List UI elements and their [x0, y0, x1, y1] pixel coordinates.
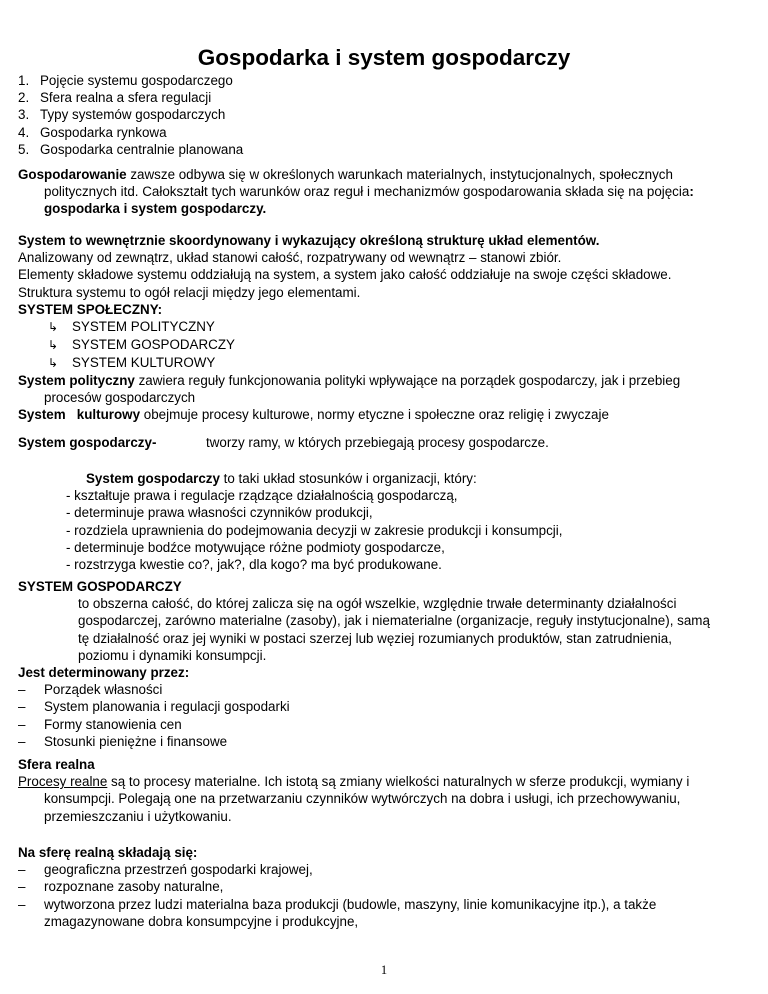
paragraph-gospodarowanie	[18, 166, 728, 218]
real-sphere-components	[18, 844, 728, 930]
determined-label: System planowania i regulacji gospodarki	[44, 699, 290, 715]
economic-item: - determinuje prawa własności czynników produkcji,	[66, 505, 373, 521]
component-item	[18, 896, 728, 930]
component-label: rozpoznane zasoby naturalne,	[44, 879, 224, 895]
political-cultural-block	[18, 372, 728, 424]
determined-label: Porządek własności	[44, 682, 163, 698]
toc-label: Gospodarka centralnie planowana	[40, 141, 244, 157]
paragraph-text: są to procesy materialne. Ich istotą są zmiany wielkości naturalnych w sferze produkcji, wymiany i konsumpcji. Polegają one na przetwarzaniu czynników wytwórczych na dobra i usługi, ich przechowywaniu, przemieszczaniu i użytkowaniu.	[44, 774, 690, 824]
toc-label: Gospodarka rynkowa	[40, 124, 167, 140]
arrow-icon: ↳	[48, 320, 59, 335]
section-heading: Sfera realna	[18, 757, 95, 772]
term-political: System polityczny	[18, 373, 135, 388]
social-item	[18, 336, 728, 354]
social-item-label: SYSTEM POLITYCZNY	[72, 319, 215, 335]
cultural-system-paragraph	[18, 406, 728, 423]
arrow-icon: ↳	[48, 338, 59, 353]
determined-label: Formy stanowienia cen	[44, 716, 182, 732]
dash-bullet: –	[18, 699, 26, 715]
section-text: to obszerna całość, do której zalicza się na ogół wszelkie, względnie trwałe determinanty działalności gospodarczej, zarówno materialne (zasoby), jak i niematerialne (organizacje, reguły instytucjonalne), samą tę działalność oraz jej wyniki w postaci szerzej lub węziej rozumianych produktów, stan zatrudnienia, poziomu i dynamiki konsumpcji.	[78, 596, 710, 663]
determined-heading: Jest determinowany przez:	[18, 665, 190, 681]
term-economic: System gospodarczy	[86, 471, 220, 486]
toc-label: Sfera realna a sfera regulacji	[40, 90, 212, 106]
determined-label: Stosunki pieniężne i finansowe	[44, 733, 228, 749]
toc-item	[18, 124, 728, 141]
page-number: 1	[380, 963, 388, 977]
social-item	[18, 318, 728, 336]
toc-number: 4.	[18, 124, 30, 140]
real-sphere-section	[18, 756, 728, 825]
economic-item: - rozdziela uprawnienia do podejmowania decyzji w zakresie produkcji i konsumpcji,	[66, 522, 563, 538]
determined-item	[18, 733, 728, 750]
definition-line: Analizowany od zewnątrz, układ stanowi całość, rozpatrywany od wewnątrz – stanowi zbiór.	[18, 250, 562, 266]
term-real-processes: Procesy realne	[18, 774, 108, 790]
determined-item	[18, 716, 728, 733]
paragraph-text: tworzy ramy, w których przebiegają procesy gospodarcze.	[206, 435, 549, 450]
toc-item	[18, 106, 728, 123]
paragraph-text: zawiera reguły funkcjonowania polityki wpływające na porządek gospodarczy, jak i przebieg procesów gospodarczych	[44, 373, 681, 406]
dash-bullet: –	[18, 896, 26, 912]
toc-item	[18, 141, 728, 158]
social-item-label: SYSTEM KULTUROWY	[72, 355, 216, 371]
arrow-icon: ↳	[48, 356, 59, 371]
dash-bullet: –	[18, 733, 26, 749]
component-item	[18, 861, 728, 878]
component-item	[18, 878, 728, 895]
social-item-label: SYSTEM GOSPODARCZY	[72, 337, 235, 353]
economic-system-short	[18, 434, 728, 451]
paragraph-text: obejmuje procesy kulturowe, normy etyczne i społeczne oraz religię i zwyczaje	[140, 407, 609, 423]
determined-item	[18, 698, 728, 715]
section-heading: SYSTEM GOSPODARCZY	[18, 579, 182, 594]
toc-list	[18, 72, 728, 158]
economic-system-long	[66, 470, 728, 573]
economic-item: - rozstrzyga kwestie co?, jak?, dla kogo? ma być produkowane.	[66, 557, 442, 573]
economic-item: - determinuje bodźce motywujące różne podmioty gospodarcze,	[66, 539, 445, 555]
definition-line: Elementy składowe systemu oddziałują na system, a system jako całość oddziałuje na swoje części składowe.	[18, 267, 672, 283]
system-definition	[18, 232, 728, 373]
economic-system-section	[18, 578, 728, 750]
determined-item	[18, 681, 728, 698]
toc-number: 3.	[18, 107, 30, 123]
dash-bullet: –	[18, 879, 26, 895]
toc-number: 5.	[18, 141, 30, 157]
economic-item: - kształtuje prawa i regulacje rządzące działalnością gospodarczą,	[66, 488, 458, 504]
toc-number: 2.	[18, 90, 30, 106]
toc-label: Typy systemów gospodarczych	[40, 107, 226, 123]
dash-bullet: –	[18, 862, 26, 878]
term-economic: System gospodarczy-	[18, 435, 157, 450]
toc-label: Pojęcie systemu gospodarczego	[40, 73, 233, 88]
component-label: wytworzona przez ludzi materialna baza produkcji (budowle, maszyny, linie komunikacyjne itp.), a także zmagazynowane dobra konsumpcyjne i produkcyjne,	[44, 896, 657, 929]
dash-bullet: –	[18, 682, 26, 698]
economic-system-intro	[66, 470, 728, 487]
document-title: Gospodarka i system gospodarczy	[197, 45, 571, 70]
paragraph-text: to taki układ stosunków i organizacji, który:	[219, 471, 477, 486]
term-gospodarowanie: Gospodarowanie	[18, 167, 127, 182]
toc-item	[18, 89, 728, 106]
term-cultural: System kulturowy	[18, 407, 141, 423]
component-label: geograficzna przestrzeń gospodarki krajowej,	[44, 862, 313, 878]
social-item	[18, 354, 728, 372]
real-processes-paragraph	[18, 773, 728, 825]
toc-item	[18, 72, 728, 89]
political-system-paragraph	[18, 372, 728, 406]
social-system-heading: SYSTEM SPOŁECZNY:	[18, 301, 163, 317]
toc-number: 1.	[18, 73, 30, 88]
system-definition-heading: System to wewnętrznie skoordynowany i wykazujący określoną strukturę układ elementów.	[18, 233, 600, 248]
dash-bullet: –	[18, 716, 26, 732]
definition-line: Struktura systemu to ogół relacji między jego elementami.	[18, 284, 361, 300]
components-heading: Na sferę realną składają się:	[18, 845, 198, 860]
term-gospodarka: : gospodarka i system gospodarczy.	[44, 184, 694, 217]
paragraph-text: zawsze odbywa się w określonych warunkach materialnych, instytucjonalnych, społecznych politycznych itd. Całokształt tych warunków oraz reguł i mechanizmów gospodarowania składa się na pojęcia	[44, 167, 690, 200]
